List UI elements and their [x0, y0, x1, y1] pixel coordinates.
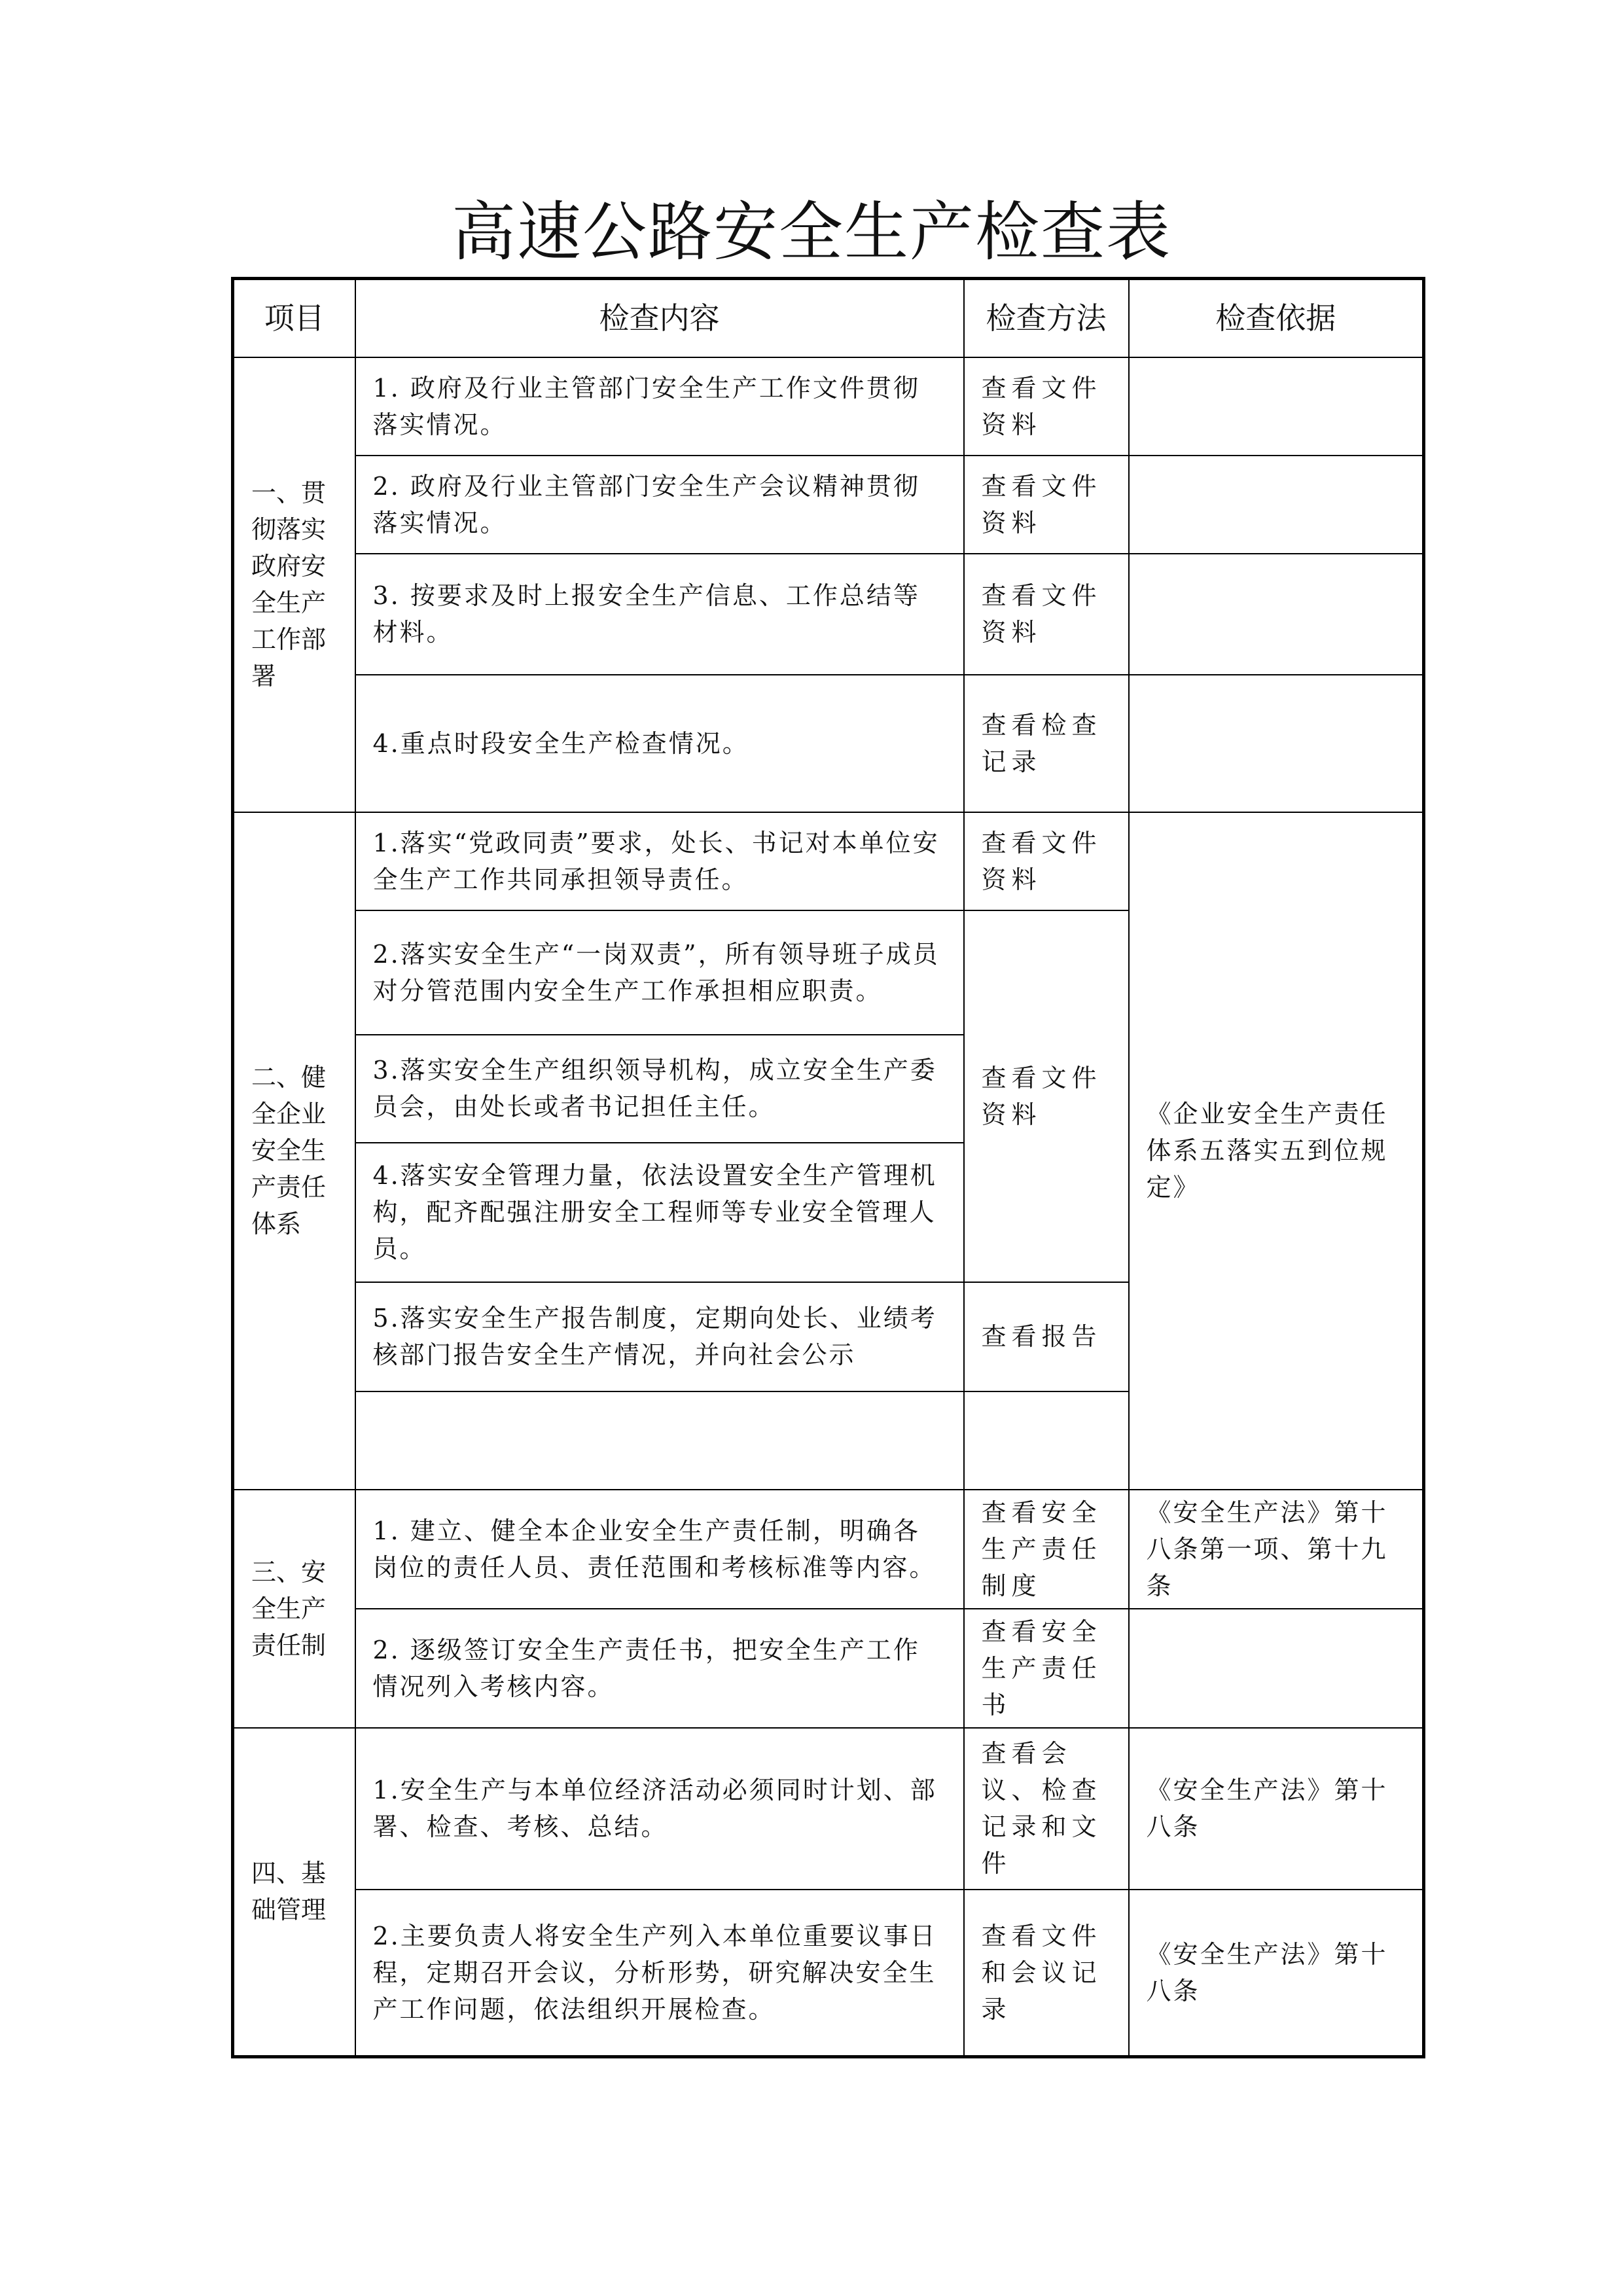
row-content: 1. 建立、健全本企业安全生产责任制，明确各岗位的责任人员、责任范围和考核标准等内容。 — [355, 1490, 964, 1609]
row-method: 查看文件资料 — [964, 357, 1129, 456]
row-content — [355, 1391, 964, 1490]
table-row — [233, 357, 1424, 456]
table-row — [233, 812, 1424, 910]
table-row — [233, 554, 1424, 675]
row-method: 查看文件和会议记录 — [964, 1890, 1129, 2057]
row-method: 查看文件资料 — [964, 554, 1129, 675]
row-content: 4.落实安全管理力量，依法设置安全生产管理机构，配齐配强注册安全工程师等专业安全管理人员。 — [355, 1143, 964, 1282]
row-content: 1.安全生产与本单位经济活动必须同时计划、部署、检查、考核、总结。 — [355, 1728, 964, 1890]
section-1-label: 一、贯彻落实政府安全生产工作部署 — [233, 357, 355, 812]
row-basis — [1129, 357, 1424, 456]
row-content: 2. 逐级签订安全生产责任书，把安全生产工作情况列入考核内容。 — [355, 1609, 964, 1728]
header-basis: 检查依据 — [1129, 279, 1424, 357]
row-content: 5.落实安全生产报告制度，定期向处长、业绩考核部门报告安全生产情况，并向社会公示 — [355, 1282, 964, 1391]
row-content: 1. 政府及行业主管部门安全生产工作文件贯彻落实情况。 — [355, 357, 964, 456]
row-method — [964, 1391, 1129, 1490]
table-row — [233, 1490, 1424, 1609]
row-method: 查看安全生产责任制度 — [964, 1490, 1129, 1609]
section-2-basis: 《企业安全生产责任体系五落实五到位规定》 — [1129, 812, 1424, 1490]
row-basis — [1129, 554, 1424, 675]
row-method: 查看文件资料 — [964, 456, 1129, 554]
row-method: 查看文件资料 — [964, 812, 1129, 910]
table-row — [233, 675, 1424, 812]
row-basis: 《安全生产法》第十八条 — [1129, 1890, 1424, 2057]
row-method: 查看会议、检查记录和文件 — [964, 1728, 1129, 1890]
row-content: 3. 按要求及时上报安全生产信息、工作总结等材料。 — [355, 554, 964, 675]
row-basis: 《安全生产法》第十八条第一项、第十九条 — [1129, 1490, 1424, 1609]
header-item: 项目 — [233, 279, 355, 357]
row-method: 查看报告 — [964, 1282, 1129, 1391]
row-basis — [1129, 456, 1424, 554]
row-method: 查看安全生产责任书 — [964, 1609, 1129, 1728]
header-content: 检查内容 — [355, 279, 964, 357]
row-basis — [1129, 1609, 1424, 1728]
section-2-label: 二、健全企业安全生产责任体系 — [233, 812, 355, 1490]
row-content: 2.主要负责人将安全生产列入本单位重要议事日程，定期召开会议，分析形势，研究解决安全生产工作问题，依法组织开展检查。 — [355, 1890, 964, 2057]
row-content: 2.落实安全生产“一岗双责”，所有领导班子成员对分管范围内安全生产工作承担相应职责。 — [355, 910, 964, 1035]
header-method: 检查方法 — [964, 279, 1129, 357]
section-3-label: 三、安全生产责任制 — [233, 1490, 355, 1728]
inspection-table — [231, 277, 1425, 2058]
row-basis: 《安全生产法》第十八条 — [1129, 1728, 1424, 1890]
row-content: 2. 政府及行业主管部门安全生产会议精神贯彻落实情况。 — [355, 456, 964, 554]
table-row — [233, 1728, 1424, 1890]
table-row — [233, 456, 1424, 554]
row-content: 4.重点时段安全生产检查情况。 — [355, 675, 964, 812]
row-content: 3.落实安全生产组织领导机构，成立安全生产委员会，由处长或者书记担任主任。 — [355, 1035, 964, 1143]
header-row — [233, 279, 1424, 357]
table-row — [233, 1890, 1424, 2057]
row-basis — [1129, 675, 1424, 812]
page-title: 高速公路安全生产检查表 — [451, 195, 1171, 270]
section-4-label: 四、基础管理 — [233, 1728, 355, 2057]
table-row — [233, 1609, 1424, 1728]
row-content: 1.落实“党政同责”要求，处长、书记对本单位安全生产工作共同承担领导责任。 — [355, 812, 964, 910]
row-method: 查看检查记录 — [964, 675, 1129, 812]
row-method: 查看文件资料 — [964, 910, 1129, 1282]
